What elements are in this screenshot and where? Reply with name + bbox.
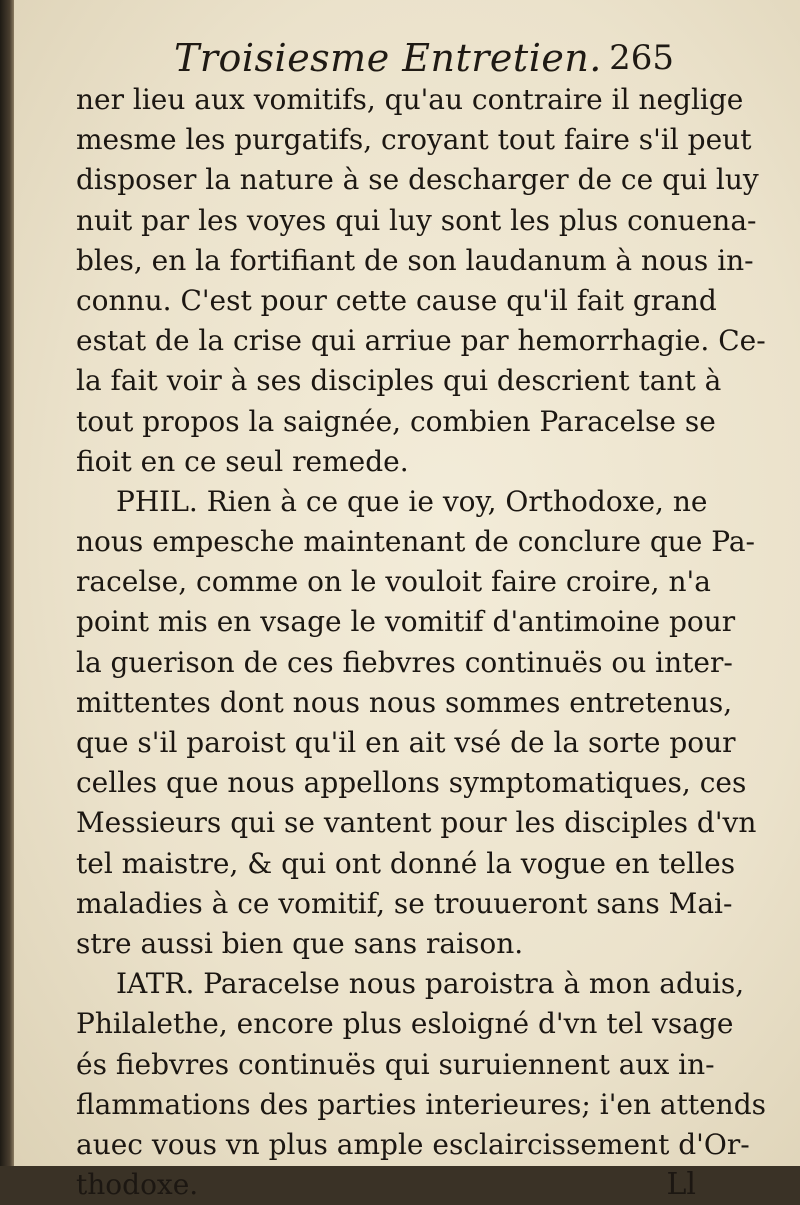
text-line: que s'il paroist qu'il en ait vsé de la sorte pour — [76, 726, 736, 759]
text-line: estat de la crise qui arriue par hemorrhagie. Ce- — [76, 324, 766, 358]
text-line: la guerison de ces fiebvres continuës ou inter- — [76, 645, 733, 679]
binding-gutter — [0, 0, 14, 1166]
running-head — [174, 36, 674, 86]
text-line: ner lieu aux vomitifs, qu'au contraire il neglige — [76, 83, 744, 116]
text-line: tout propos la saignée, combien Paracelse se — [76, 404, 716, 438]
text-line-final — [76, 1165, 696, 1205]
text-line: tel maistre, & qui ont donné la vogue en telles — [76, 846, 736, 880]
text-line: Messieurs qui se vantent pour les disciples d'vn — [76, 806, 757, 840]
running-head-title: Troisiesme Entretien. — [174, 36, 602, 80]
text-line-final-text: thodoxe. — [76, 1168, 199, 1202]
text-line: mittentes dont nous nous sommes entretenus, — [76, 685, 733, 719]
text-line: nuit par les voyes qui luy sont les plus conuena- — [76, 203, 757, 237]
text-line: bles, en la fortifiant de son laudanum à nous in- — [76, 243, 754, 277]
text-line: celles que nous appellons symptomatiques, ces — [76, 766, 747, 800]
text-line: Philalethe, encore plus esloigné d'vn tel vsage — [76, 1007, 734, 1041]
text-block — [76, 80, 767, 1205]
page-number: 265 — [609, 38, 674, 78]
text-line: flammations des parties interieures; i'en attends — [76, 1087, 767, 1121]
text-line: maladies à ce vomitif, se trouueront sans Mai- — [76, 886, 733, 920]
text-line: racelse, comme on le vouloit faire croire, n'a — [76, 565, 711, 599]
text-line: auec vous vn plus ample esclaircissement d'Or- — [76, 1127, 750, 1161]
text-line-paragraph-start: IATR. Paracelse nous paroistra à mon aduis, — [116, 967, 745, 1001]
text-line: nous empesche maintenant de conclure que Pa- — [76, 525, 755, 559]
text-line-paragraph-start: PHIL. Rien à ce que ie voy, Orthodoxe, ne — [116, 484, 708, 518]
text-line: fioit en ce seul remede. — [76, 444, 409, 478]
text-line: connu. C'est pour cette cause qu'il fait grand — [76, 283, 717, 317]
signature-mark: Ll — [666, 1167, 696, 1203]
book-page — [14, 0, 800, 1203]
text-line: point mis en vsage le vomitif d'antimoine pour — [76, 605, 736, 639]
text-line: la fait voir à ses disciples qui descrient tant à — [76, 364, 722, 398]
text-line: disposer la nature à se descharger de ce qui luy — [76, 163, 759, 197]
text-line: és fiebvres continuës qui suruiennent aux in- — [76, 1047, 715, 1081]
text-line: stre aussi bien que sans raison. — [76, 926, 524, 960]
text-line: mesme les purgatifs, croyant tout faire s'il peut — [76, 123, 752, 157]
